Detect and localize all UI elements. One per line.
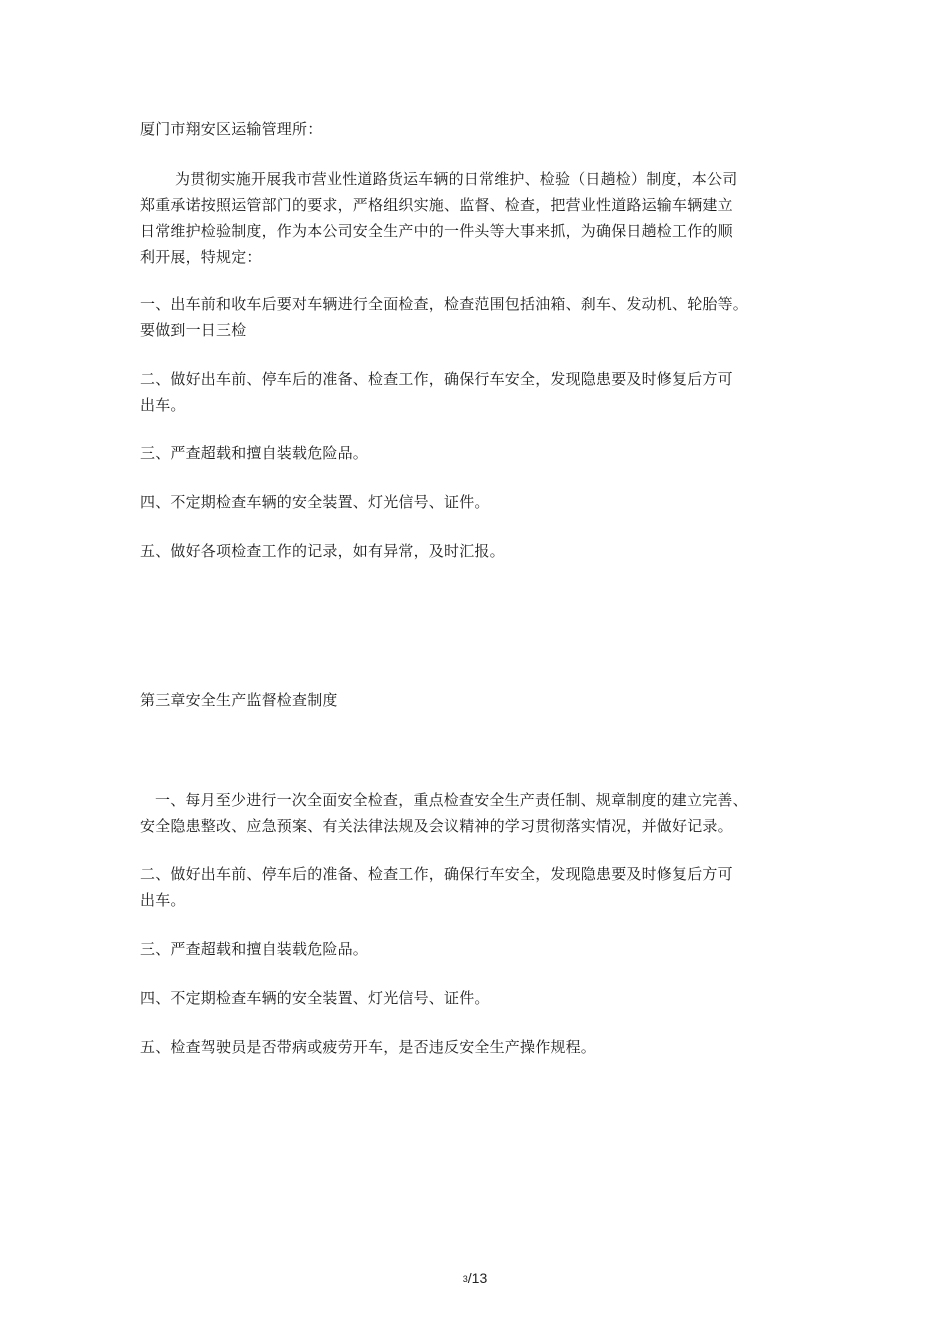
intro-line-4: 利开展，特规定： [140, 248, 262, 266]
check-rule-5: 五、检查驾驶员是否带病或疲劳开车，是否违反安全生产操作规程。 [140, 1038, 597, 1056]
check-rule-1-line-2: 安全隐患整改、应急预案、有关法律法规及会议精神的学习贯彻落实情况，并做好记录。 [140, 817, 733, 835]
page-number [0, 1270, 950, 1286]
rule-1-line-2: 要做到一日三检 [140, 321, 247, 339]
page-number-current: 3 [462, 1274, 468, 1284]
chapter-title: 第三章安全生产监督检查制度 [140, 691, 338, 709]
intro-line-3: 日常维护检验制度，作为本公司安全生产中的一件头等大事来抓，为确保日趟检工作的顺 [140, 222, 733, 240]
check-rule-2-line-2: 出车。 [140, 891, 186, 909]
rule-2-line-2: 出车。 [140, 396, 186, 414]
check-rule-1-line-1: 一、每月至少进行一次全面安全检查，重点检查安全生产责任制、规章制度的建立完善、 [155, 791, 748, 809]
page-number-total: /13 [467, 1270, 488, 1286]
intro-line-1: 为贯彻实施开展我市营业性道路货运车辆的日常维护、检验（日趟检）制度，本公司 [175, 170, 738, 188]
check-rule-2-line-1: 二、做好出车前、停车后的准备、检查工作，确保行车安全，发现隐患要及时修复后方可 [140, 865, 733, 883]
rule-3: 三、严查超载和擅自装载危险品。 [140, 444, 369, 462]
rule-1-line-1: 一、出车前和收车后要对车辆进行全面检查，检查范围包括油箱、刹车、发动机、轮胎等。 [140, 295, 749, 313]
check-rule-4: 四、不定期检查车辆的安全装置、灯光信号、证件。 [140, 989, 490, 1007]
addressee: 厦门市翔安区运输管理所： [140, 120, 323, 138]
rule-4: 四、不定期检查车辆的安全装置、灯光信号、证件。 [140, 493, 490, 511]
check-rule-3: 三、严查超载和擅自装载危险品。 [140, 940, 369, 958]
rule-5: 五、做好各项检查工作的记录，如有异常，及时汇报。 [140, 542, 505, 560]
rule-2-line-1: 二、做好出车前、停车后的准备、检查工作，确保行车安全，发现隐患要及时修复后方可 [140, 370, 733, 388]
intro-line-2: 郑重承诺按照运管部门的要求，严格组织实施、监督、检查，把营业性道路运输车辆建立 [140, 196, 733, 214]
